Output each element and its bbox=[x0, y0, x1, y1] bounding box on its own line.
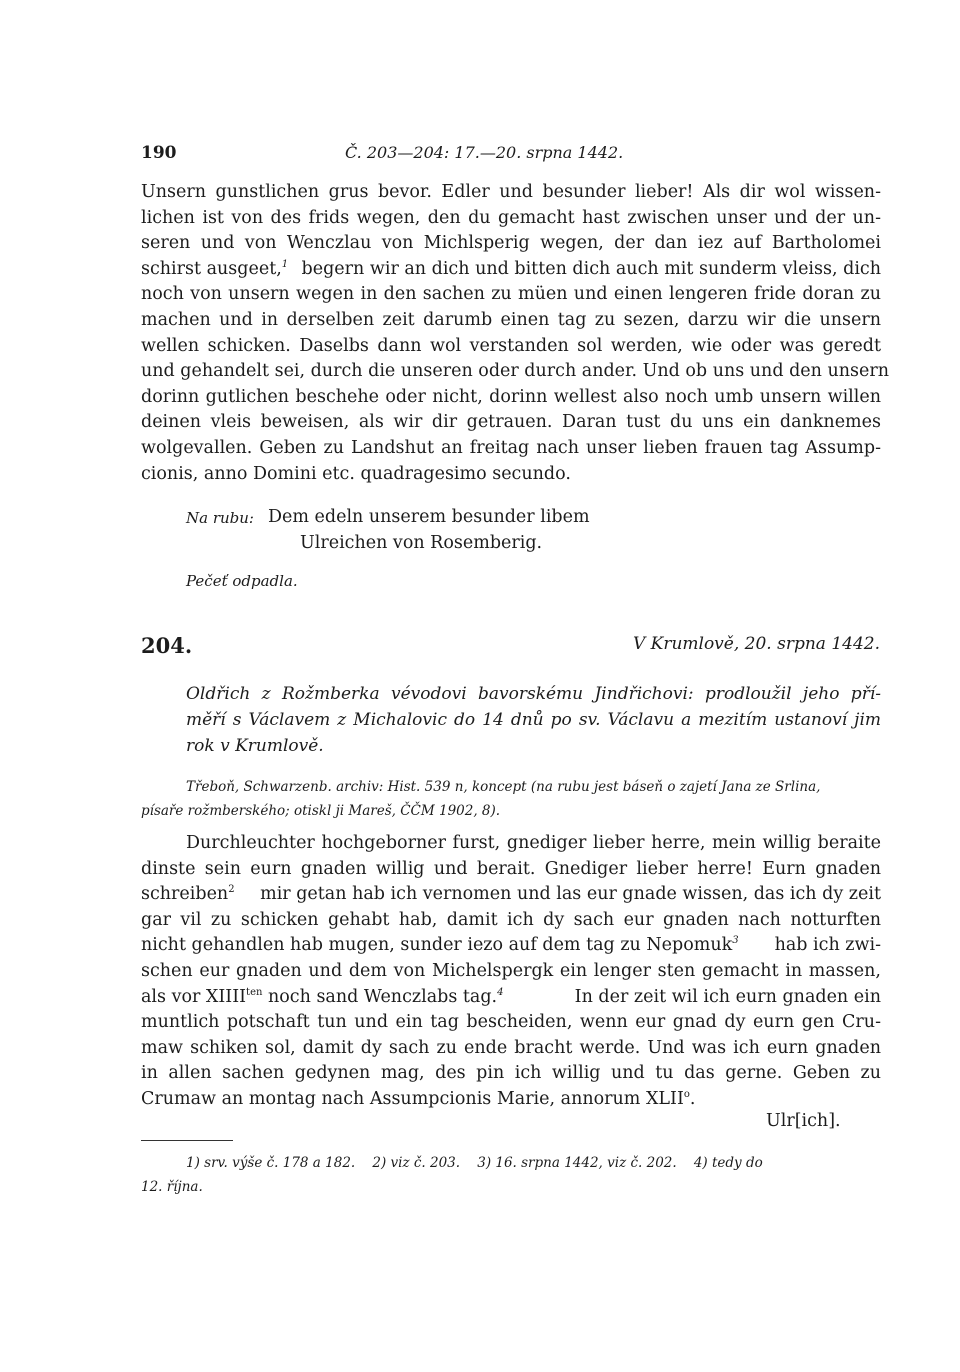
text-fragment: Crumaw an montag nach Assumpcionis Marie, annorum XLII bbox=[141, 1088, 684, 1109]
letter-203-body bbox=[141, 180, 889, 487]
text-line: noch von unsern wegen in den sachen zu müen und einen lengeren fride doran zu bbox=[141, 284, 881, 305]
text-fragment: schirst ausgeet, bbox=[141, 258, 282, 279]
text-line: lichen ist von des frids wegen, den du gemacht hast zwischen unser und der un- bbox=[141, 207, 881, 228]
regest-line: rok v Krumlově. bbox=[186, 736, 324, 756]
text-line: wellen schicken. Daselbs dann wol verstanden sol werden, wie oder was geredt bbox=[141, 335, 881, 356]
source-note bbox=[141, 775, 881, 823]
text-line: machen und in derselben zeit darumb einen tag zu sezen, darzu wir die unsern bbox=[141, 309, 881, 330]
address-line-2: Ulreichen von Rosemberig. bbox=[300, 533, 543, 553]
text-line: dorinn gutlichen beschehe oder nicht, dorinn wellest also noch umb unsern willen bbox=[141, 386, 881, 407]
footnote-ref: 2 bbox=[228, 884, 235, 896]
running-title: Č. 203—204: 17.—20. srpna 1442. bbox=[345, 143, 624, 162]
text-line bbox=[141, 1087, 881, 1113]
text-fragment: hab ich zwi- bbox=[774, 935, 881, 956]
text-line: muntlich potschaft tun und ein tag bescheiden, wenn eur gnad dy eurn gen Cru- bbox=[141, 1012, 881, 1033]
footnote-ref: 3 bbox=[732, 935, 739, 947]
text-line: cionis, anno Domini etc. quadragesimo secundo. bbox=[141, 463, 571, 484]
text-fragment: nicht gehandlen hab mugen, sunder iezo auf dem tag zu Nepomuk bbox=[141, 935, 733, 956]
document-number: 204. bbox=[141, 633, 193, 658]
address-label: Na rubu: bbox=[186, 509, 254, 527]
text-line bbox=[141, 985, 881, 1011]
superscript: o bbox=[683, 1089, 690, 1101]
footnote-ref: 4 bbox=[497, 986, 504, 998]
text-line: seren und von Wenczlau von Michlsperig wegen, der dan iez auf Bartholomei bbox=[141, 233, 881, 254]
source-line: Třeboň, Schwarzenb. archiv: Hist. 539 n, koncept (na rubu jest báseň o zajetí Jana ze Srlina, bbox=[186, 779, 821, 795]
regest bbox=[186, 681, 881, 759]
superscript: ten bbox=[246, 986, 263, 998]
text-line: Unsern gunstlichen grus bevor. Edler und besunder lieber! Als dir wol wissen- bbox=[141, 182, 881, 202]
text-fragment: begern wir an dich und bitten dich auch mit sunderm vleiss, dich bbox=[301, 258, 881, 279]
text-line: dinste sein eurn gnaden willig und berait. Gnediger lieber herre! Eurn gnaden bbox=[141, 858, 881, 879]
text-line bbox=[141, 257, 881, 283]
footnote-line: 1) srv. výše č. 178 a 182. 2) viz č. 203. 3) 16. srpna 1442, viz č. 202. 4) tedy do bbox=[186, 1155, 763, 1171]
text-fragment: schreiben bbox=[141, 884, 229, 905]
text-line: Durchleuchter hochgeborner furst, gnediger lieber herre, mein willig beraite bbox=[186, 833, 881, 853]
text-line: und gehandelt sei, durch die unseren oder durch ander. Und ob uns und den unsern bbox=[141, 361, 889, 382]
text-fragment: als vor XIIII bbox=[141, 986, 247, 1007]
text-fragment: In der zeit wil ich eurn gnaden ein bbox=[574, 986, 881, 1007]
text-fragment: . bbox=[689, 1088, 696, 1109]
source-line: písaře rožmberského; otiskl ji Mareš, ČČM 1902, 8). bbox=[141, 803, 501, 819]
page-number: 190 bbox=[141, 143, 177, 163]
text-line: wolgevallen. Geben zu Landshut an freitag nach unser lieben frauen tag Assump- bbox=[141, 437, 881, 458]
text-line: maw schiken sol, damit dy sach zu ende bracht werde. Und was ich eurn gnaden bbox=[141, 1037, 881, 1058]
address-line-1: Dem edeln unserem besunder libem bbox=[268, 507, 590, 527]
document-place-date: V Krumlově, 20. srpna 1442. bbox=[632, 634, 880, 654]
footnotes bbox=[141, 1151, 881, 1199]
text-line bbox=[141, 882, 881, 908]
footnote-divider bbox=[141, 1140, 233, 1141]
footnote-line: 12. října. bbox=[141, 1179, 203, 1195]
footnote-ref: 1 bbox=[281, 258, 289, 270]
regest-line: měří s Václavem z Michalovic do 14 dnů po sv. Václavu a mezitím ustanoví jim bbox=[186, 710, 881, 730]
text-line: deinen vleis beweisen, als wir dir getrauen. Daran tust du uns ein danknemes bbox=[141, 412, 881, 433]
text-fragment: mir getan hab ich vernomen und las eur gnade wissen, das ich dy zeit bbox=[260, 884, 881, 905]
text-line: in allen sachen gedynen mag, des pin ich willig und tu das gerne. Geben zu bbox=[141, 1063, 881, 1084]
signature: Ulr[ich]. bbox=[766, 1111, 841, 1131]
letter-204-body bbox=[141, 831, 881, 1113]
text-line: gar vil zu schicken gehabt hab, damit ich dy sach eur gnaden nach notturften bbox=[141, 909, 881, 930]
text-fragment: noch sand Wenczlabs tag. bbox=[262, 986, 498, 1007]
regest-line: Oldřich z Rožmberka vévodovi bavorskému Jindřichovi: prodloužil jeho pří- bbox=[186, 684, 881, 704]
seal-note: Pečeť odpadla. bbox=[186, 572, 298, 590]
text-line: schen eur gnaden und dem von Michelspergk ein lenger sten gemacht in massen, bbox=[141, 960, 881, 981]
text-line bbox=[141, 933, 881, 959]
